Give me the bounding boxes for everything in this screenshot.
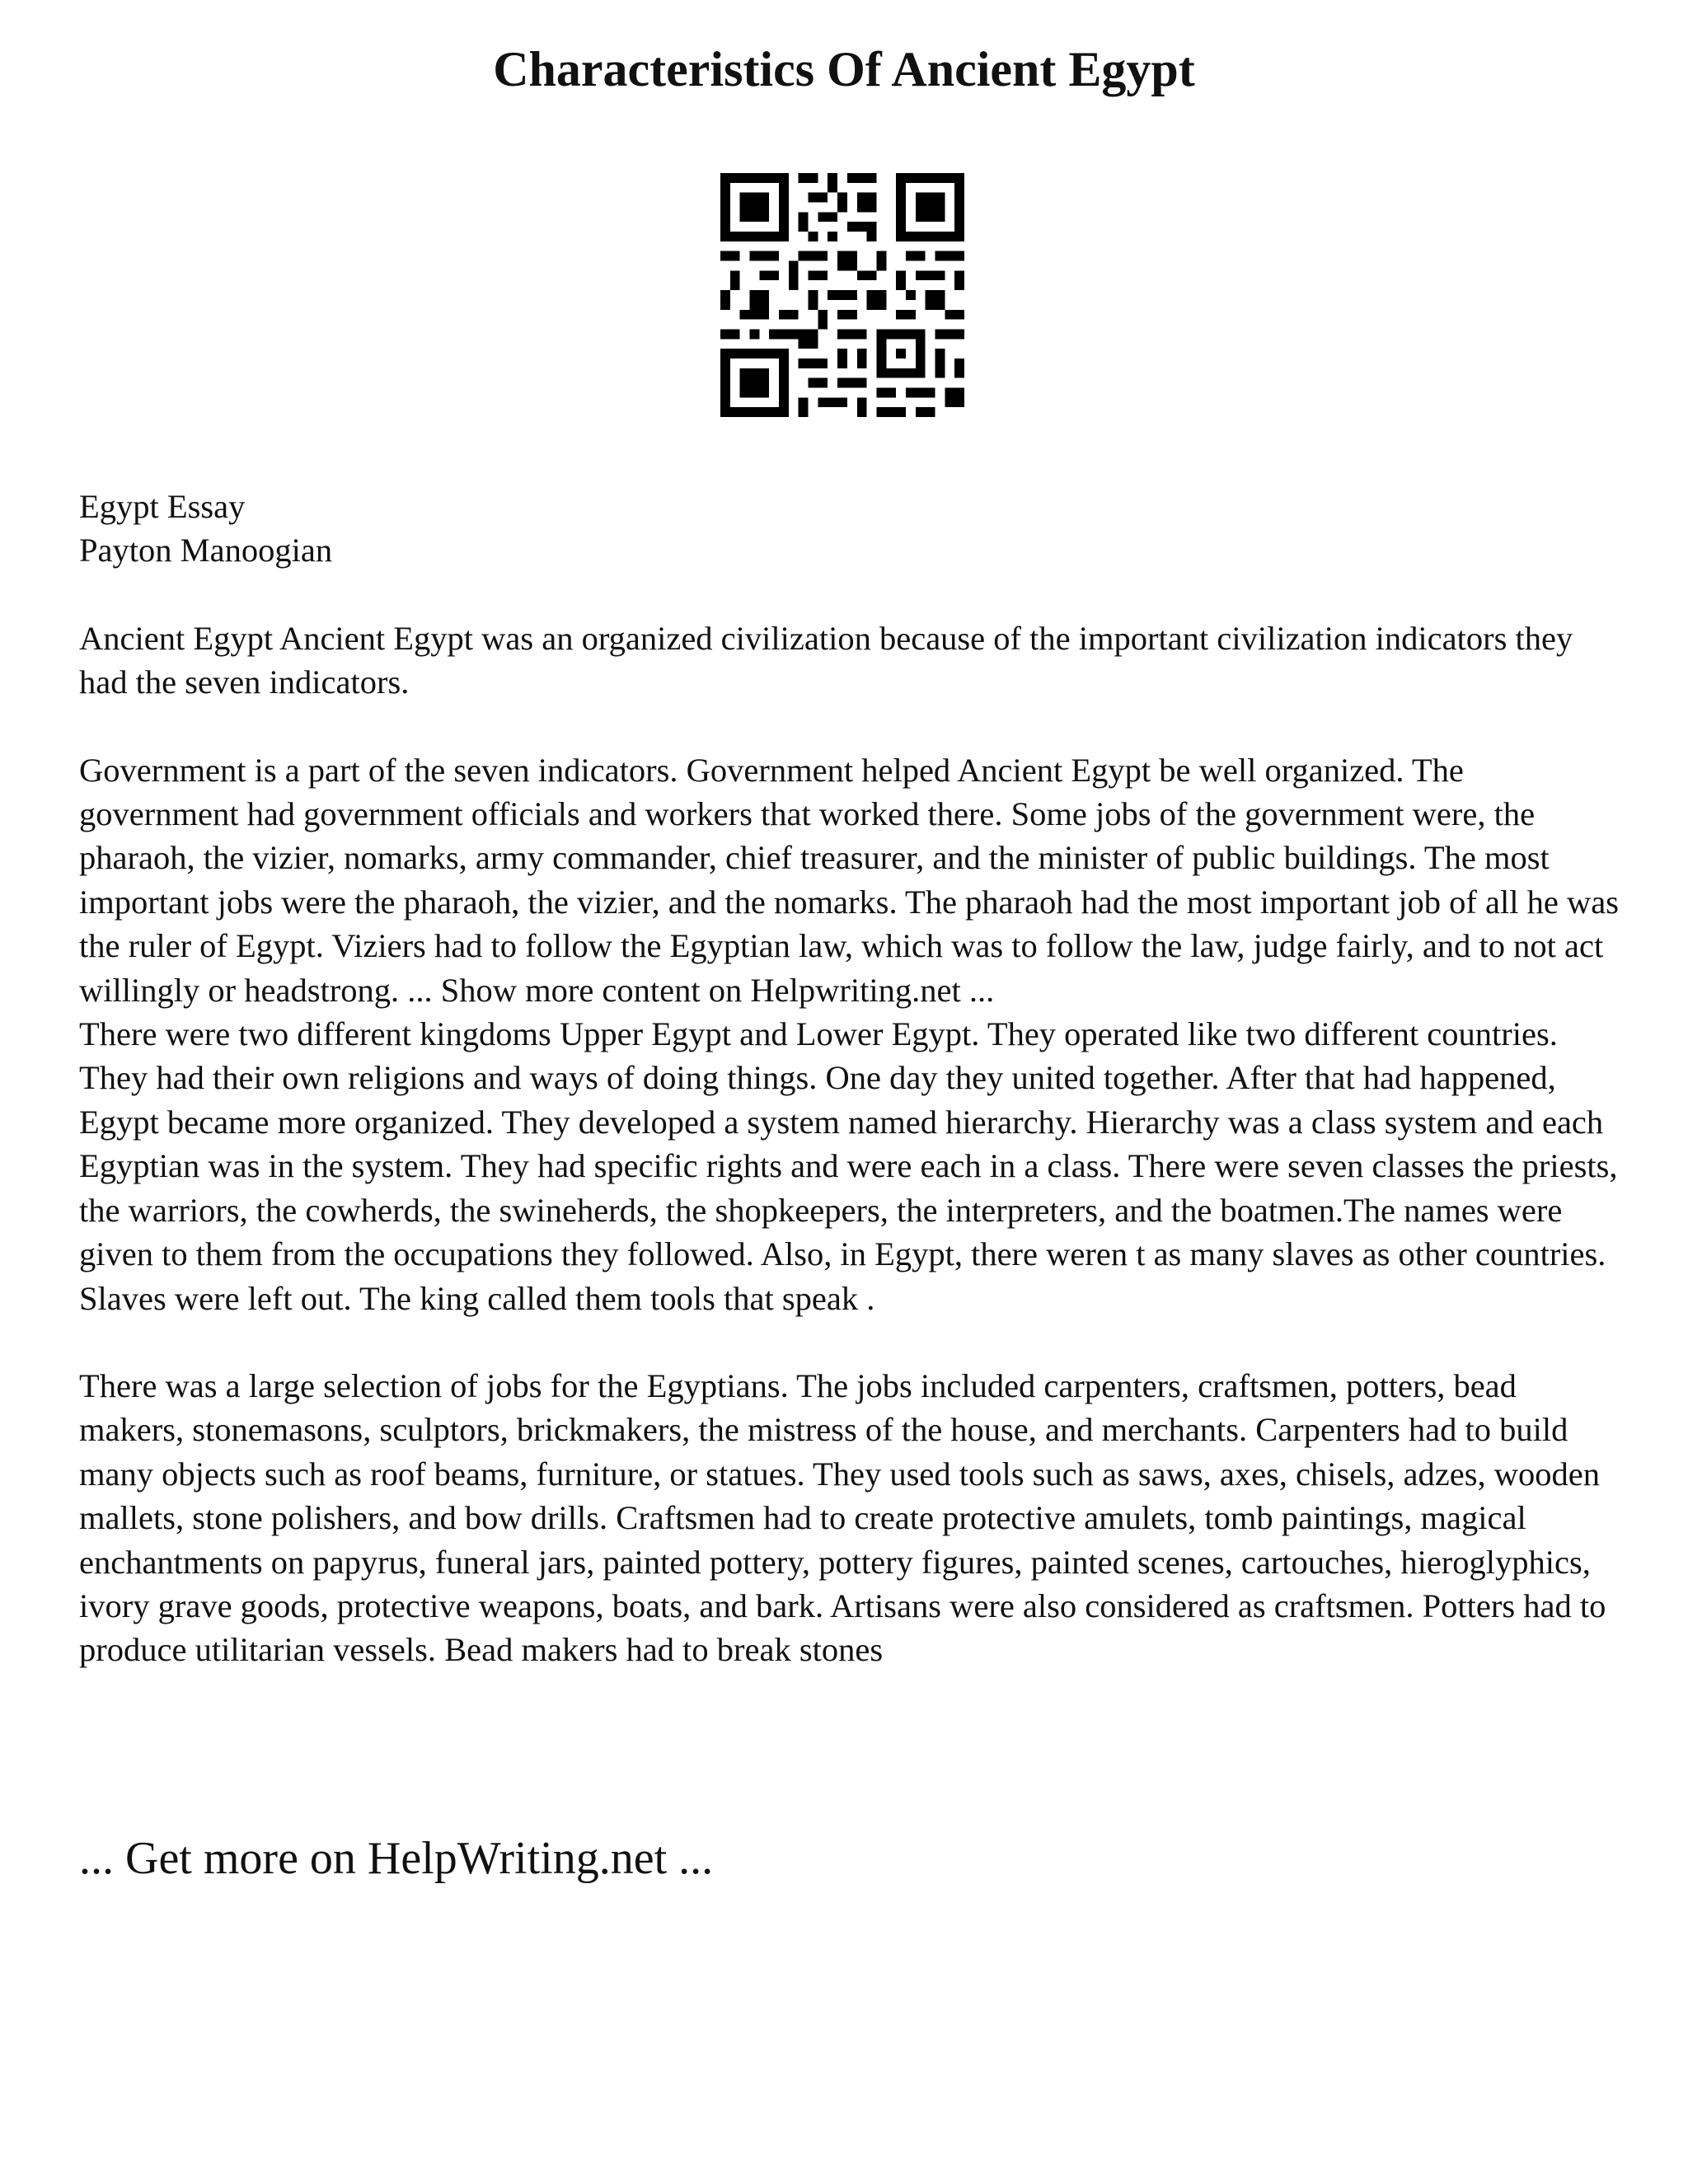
essay-paragraph-3: There were two different kingdoms Upper Egypt and Lower Egypt. They operated like two different countries. They had their own religions and ways of doing things. One day they united together. After that had happened, Egypt became more organized. They developed a system named hierarchy. Hierarchy was a class system and each Egyptian was in the system. They had specific rights and were each in a class. There were seven classes the priests, the warriors, the cowherds, the swineherds, the shopkeepers, the interpreters, and the boatmen.The names were given to them from the occupations they followed. Also, in Egypt, there weren t as many slaves as other countries. Slaves were left out. The king called them tools that speak . (79, 1015, 1618, 1317)
paragraph-spacer (79, 1320, 1629, 1364)
qr-code-icon (720, 173, 964, 417)
get-more-link[interactable]: ... Get more on HelpWriting.net ... (79, 1833, 714, 1884)
paragraph-spacer (79, 705, 1629, 748)
document-title: Characteristics Of Ancient Egypt (493, 42, 1195, 96)
paragraph-spacer (79, 573, 1629, 616)
essay-paragraph-4: There was a large selection of jobs for the Egyptians. The jobs included carpenters, craftsmen, potters, bead makers, stonemasons, sculptors, brickmakers, the mistress of the house, and merchants. Carpenters had to build many objects such as roof beams, furniture, or statues. They used tools such as saws, axes, chisels, adzes, wooden mallets, stone polishers, and bow drills. Craftsmen had to create protective amulets, tomb paintings, magical enchantments on papyrus, funeral jars, painted pottery, pottery figures, painted scenes, cartouches, hieroglyphics, ivory grave goods, protective weapons, boats, and bark. Artisans were also considered as craftsmen. Potters had to produce utilitarian vessels. Bead makers had to break stones (79, 1366, 1606, 1669)
essay-heading-line: Egypt Essay (79, 488, 246, 525)
essay-author: Payton Manoogian (79, 532, 333, 569)
essay-paragraph-1: Ancient Egypt Ancient Egypt was an organized civilization because of the important civilization indicators they had the seven indicators. (79, 619, 1573, 701)
essay-body (79, 485, 1629, 1672)
essay-paragraph-2: Government is a part of the seven indicators. Government helped Ancient Egypt be well organized. The government had government officials and workers that worked there. Some jobs of the government were, the pharaoh, the vizier, nomarks, army commander, chief treasurer, and the minister of public buildings. The most important jobs were the pharaoh, the vizier, and the nomarks. The pharaoh had the most important job of all he was the ruler of Egypt. Viziers had to follow the Egyptian law, which was to follow the law, judge fairly, and to not act willingly or headstrong. ... Show more content on Helpwriting.net ... (79, 751, 1619, 1009)
